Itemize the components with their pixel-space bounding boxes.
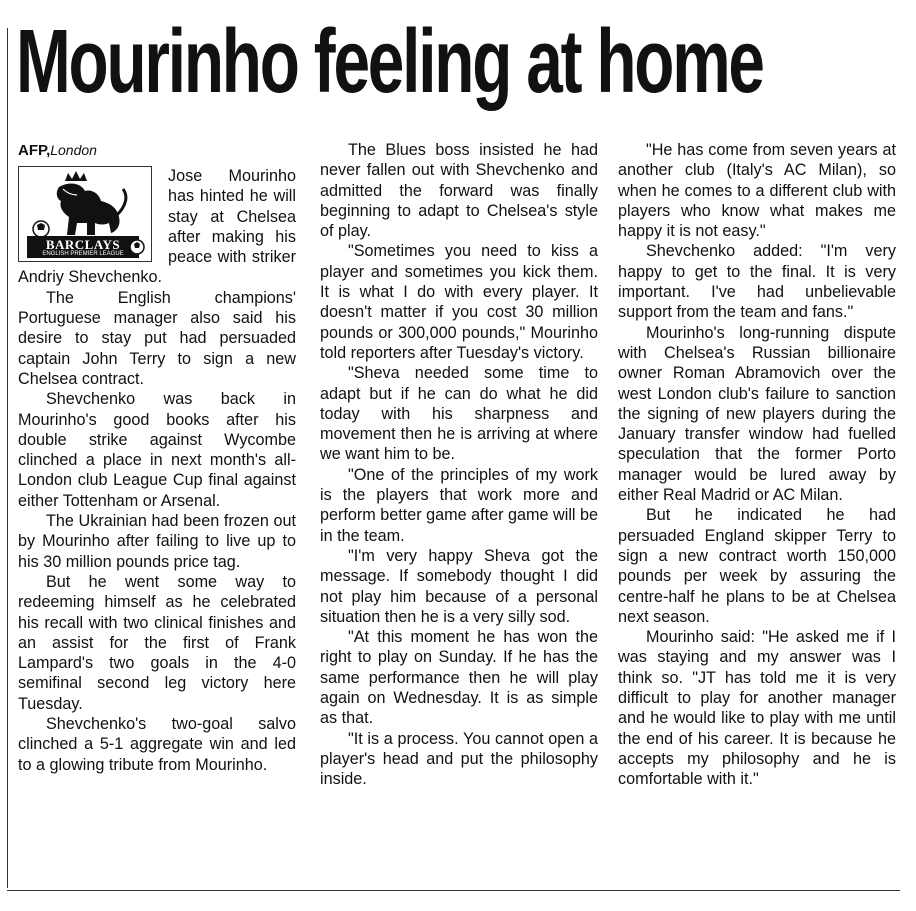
premier-league-logo bbox=[18, 166, 152, 262]
byline bbox=[18, 140, 296, 161]
paragraph: "At this moment he has won the right to play on Sunday. If he has the same performance then he will play again on Wednesday. It is as simple as that. bbox=[320, 628, 598, 728]
paragraph: Mourinho's long-running dispute with Chelsea's Russian billionaire owner Roman Abramovich over the west London club's failure to sanction the signing of new players during the January transfer window had fuelled speculation that the former Porto manager would be lured away by either Real Madrid or AC Milan. bbox=[618, 323, 896, 505]
left-column-rule bbox=[7, 28, 8, 888]
paragraph: The Ukrainian had been frozen out by Mourinho after failing to live up to his 30 million pounds price tag. bbox=[18, 512, 296, 571]
paragraph: The Blues boss insisted he had never fallen out with Shevchenko and admitted the forward was finally beginning to adapt to Chelsea's style of play. bbox=[320, 141, 598, 241]
paragraph: Shevchenko's two-goal salvo clinched a 5-1 aggregate win and led to a glowing tribute from Mourinho. bbox=[18, 715, 296, 774]
paragraph: "Sometimes you need to kiss a player and sometimes you kick them. It is what I do with every player. It doesn't matter if you cost 30 million pounds or 300,000 pounds," Mourinho told reporters after Tuesday's victory. bbox=[320, 242, 598, 362]
paragraph: Shevchenko was back in Mourinho's good books after his double strike against Wycombe clinched a place in next month's all-London club League Cup final against either Tottenham or Arsenal. bbox=[18, 390, 296, 510]
headline: Mourinho feeling at home bbox=[16, 12, 763, 112]
byline-agency: AFP, bbox=[18, 142, 51, 159]
paragraph: "It is a process. You cannot open a player's head and put the philosophy inside. bbox=[320, 729, 598, 789]
paragraph: "He has come from seven years at another club (Italy's AC Milan), so when he comes to a different club with players who know what makes me happy it is not easy." bbox=[618, 141, 896, 241]
article-column-2 bbox=[320, 140, 598, 790]
byline-city: London bbox=[50, 142, 97, 158]
paragraph: "I'm very happy Sheva got the message. If somebody thought I did not play him because of a personal situation then he is a very silly sod. bbox=[320, 546, 598, 626]
paragraph: Mourinho said: "He asked me if I was staying and my answer was I think so. "JT has told me it is very difficult to play for another manager and he would like to play with me until the end of his career. It is because he accepts my philosophy and he is comfortable with it." bbox=[618, 628, 896, 789]
logo-wordmark: BARCLAYS bbox=[45, 237, 121, 252]
paragraph: Jose Mourinho has hinted he will stay at Chelsea after making his peace with striker Andriy Shevchenko. bbox=[18, 167, 296, 287]
paragraph: "One of the principles of my work is the players that work more and perform better game after game will be in the team. bbox=[320, 465, 599, 545]
bottom-rule bbox=[7, 890, 900, 891]
paragraph: Shevchenko added: "I'm very happy to get to the final. It is very important. I've had unbelievable support from the team and fans." bbox=[618, 242, 896, 322]
paragraph: "Sheva needed some time to adapt but if he can do what he did today with his sharpness and movement then he is arriving at where we want him to be. bbox=[320, 364, 598, 464]
article-column-3 bbox=[618, 140, 896, 790]
paragraph: But he went some way to redeeming himself as he celebrated his recall with two clinical finishes and an assist for the first of Frank Lampard's two goals in the 4-0 semifinal second leg victory here Tuesday. bbox=[18, 572, 296, 713]
article-column-1 bbox=[18, 140, 296, 775]
paragraph: The English champions' Portuguese manager also said his desire to stay put had persuaded captain John Terry to sign a new Chelsea contract. bbox=[18, 288, 296, 388]
paragraph: But he indicated he had persuaded England skipper Terry to sign a new contract worth 150,000 pounds per week by assuring the centre-half he plans to be at Chelsea next season. bbox=[618, 506, 896, 626]
logo-subline: ENGLISH PREMIER LEAGUE bbox=[42, 251, 124, 257]
